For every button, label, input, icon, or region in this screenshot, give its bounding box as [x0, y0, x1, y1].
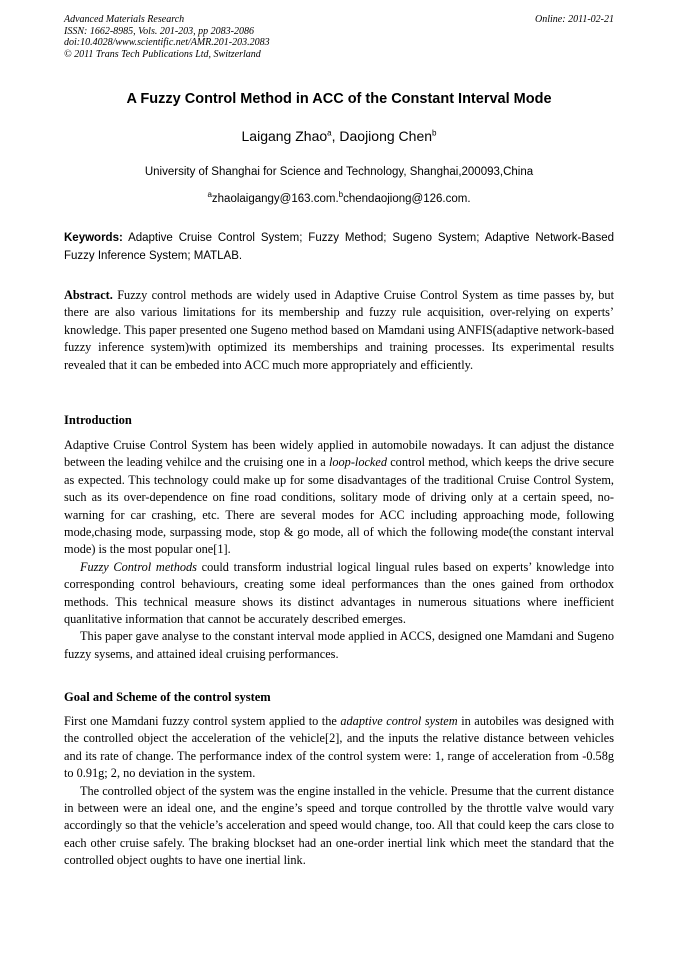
introduction-paragraph-3: This paper gave analyse to the constant interval mode applied in ACCS, designed one Mamdani and Sugeno fuzzy sysems, and attained ideal cruising performances.: [64, 629, 614, 661]
author-emails: [64, 190, 614, 205]
author-line: [64, 128, 614, 144]
abstract-label: Abstract.: [64, 288, 113, 302]
introduction-body: [64, 437, 614, 663]
doi-line: doi:10.4028/www.scientific.net/AMR.201-203.2083: [64, 37, 270, 49]
introduction-paragraph-1: [64, 437, 614, 559]
goal-body: [64, 713, 614, 870]
author-2: Daojiong Chen: [339, 128, 433, 144]
author-separator: ,: [331, 128, 340, 144]
goal-paragraph-2: The controlled object of the system was the engine installed in the vehicle. Presume that the current distance in between were an ideal one, and the engine’s speed and torque controlled by the throttle valve would vary accordingly so that the vehicle’s acceleration and speed would change, too. All that could keep the cars close to each other cruise safely. The braking blockset had an one-order inertial link which meet the standard that the controlled object oughts to have one inertial link.: [64, 783, 614, 868]
goal-paragraph-1: [64, 713, 614, 783]
intro-p2-emphasis: Fuzzy Control methods: [80, 559, 197, 574]
goal-p1-text-b: in autobiles was designed with the controlled object the acceleration of the vehicle[2], and the inputs the relative distance between vehicles and its rate of change. The performance index of the control system were: 1, range of acceleration from -0.58g to 0.91g; 2, no deviation in the system.: [64, 714, 615, 781]
introduction-paragraph-2: [64, 559, 614, 629]
keywords-text: Adaptive Cruise Control System; Fuzzy Method; Sugeno System; Adaptive Network-Based Fuzzy Inference System; MATLAB.: [64, 232, 614, 262]
copyright-line: © 2011 Trans Tech Publications Ltd, Switzerland: [64, 48, 261, 60]
intro-p1-emphasis: loop-locked: [328, 455, 387, 470]
section-heading-introduction: Introduction: [64, 413, 132, 427]
intro-p2-text: could transform industrial logical lingual rules based on experts’ knowledge into corresponding control behaviours, creating some ideal performances than the ones gained from orthodox methods. This technical measure shows its distinct advantages in numerous situations where inefficient quanlitative information that cannot be accurately described emerges.: [64, 559, 614, 627]
goal-p1-emphasis: adaptive control system: [340, 714, 458, 728]
paper-title: A Fuzzy Control Method in ACC of the Constant Interval Mode: [126, 91, 552, 107]
journal-header: [64, 14, 270, 60]
email-a-mark: a: [207, 190, 212, 200]
abstract: [64, 287, 614, 374]
author-1: Laigang Zhao: [241, 128, 328, 144]
email-b-mark: b: [338, 190, 344, 200]
intro-p1-text-a: Adaptive Cruise Control System has been widely applied in automobile nowadays. It can adjust the distance between the leading vehilce and the cruising one in a: [64, 438, 614, 470]
abstract-text: Fuzzy control methods are widely used in Adaptive Cruise Control System as time passes by, but there are also various limitations for its membership and fuzzy rule acquisition, over-relying on experts’ knowledge. This paper presented one Sugeno method based on Mamdani using ANFIS(adaptive network-based fuzzy inference system)with optimized its memberships and training processes. Its experimental results revealed that it can be embeded into ACC much more appropriately and efficiently.: [64, 288, 614, 372]
goal-p1-text-a: First one Mamdani fuzzy control system applied to the: [64, 714, 341, 728]
journal-name: Advanced Materials Research: [64, 14, 185, 25]
section-heading-goal: Goal and Scheme of the control system: [64, 690, 271, 704]
issn-line: ISSN: 1662-8985, Vols. 201-203, pp 2083-2086: [64, 25, 254, 37]
online-date: Online: 2011-02-21: [535, 14, 614, 25]
intro-p1-text-b: control method, which keeps the drive secure as expected. This technology could make up for some disadvantages of the traditional Cruise Control System, such as its over-dependence on fine road conditions, solitary mode of driving only at a certain speed, no-warning for car crashing, etc. There are several modes for ACC including approaching mode, following mode,chasing mode, surpassing mode, stop & go mode, all of which the following mode(the constant interval mode) is the most popular one[1].: [64, 455, 614, 557]
email-b: chendaojiong@126.com.: [343, 193, 471, 205]
keywords: [64, 230, 614, 265]
keywords-label: Keywords:: [64, 232, 123, 244]
email-a: zhaolaigangy@163.com.: [211, 193, 339, 205]
author-2-affil-mark: b: [432, 128, 437, 138]
affiliation: University of Shanghai for Science and Technology, Shanghai,200093,China: [144, 166, 534, 178]
author-1-affil-mark: a: [327, 128, 332, 138]
